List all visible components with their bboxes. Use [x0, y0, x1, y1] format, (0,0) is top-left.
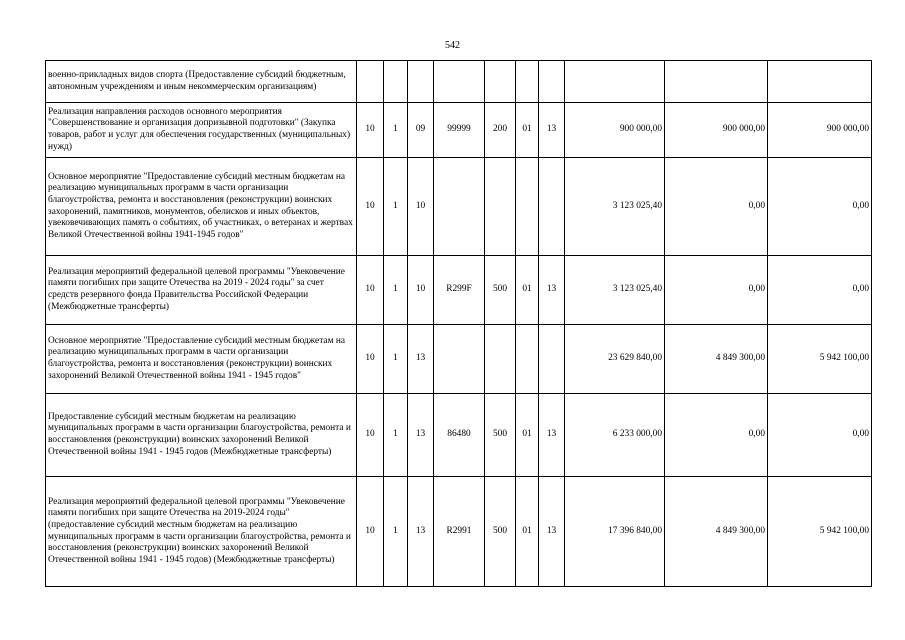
code-cell: R2991 [434, 477, 485, 587]
amount-cell: 6 233 000,00 [565, 394, 665, 477]
table-row [46, 61, 872, 103]
code-cell [485, 61, 516, 103]
row-description: Основное мероприятие "Предоставление субсидий местным бюджетам на реализацию муниципальных программ в части организации благоустройства, ремонта и восстановления (реконструкции) воинских захоронений, памятников, монументов, обелисков и иных объектов, увековечивающих память о событиях, об участниках, о ветеранах и жертвах Великой Отечественной войны 1941-1945 годов" [46, 158, 357, 256]
code-cell: 10 [357, 158, 384, 256]
table-row [46, 158, 872, 256]
code-cell: 1 [384, 158, 408, 256]
code-cell: 13 [539, 477, 565, 587]
table-row [46, 477, 872, 587]
amount-cell [768, 61, 872, 103]
amount-cell: 0,00 [768, 256, 872, 325]
amount-cell: 4 849 300,00 [665, 477, 768, 587]
code-cell: 10 [357, 394, 384, 477]
code-cell: 01 [516, 103, 539, 158]
amount-cell: 0,00 [665, 158, 768, 256]
code-cell [434, 61, 485, 103]
amount-cell: 0,00 [665, 394, 768, 477]
budget-table [45, 60, 872, 587]
code-cell: 13 [539, 256, 565, 325]
amount-cell: 900 000,00 [768, 103, 872, 158]
code-cell: 500 [485, 477, 516, 587]
code-cell: R299F [434, 256, 485, 325]
amount-cell: 0,00 [768, 394, 872, 477]
code-cell: 10 [357, 477, 384, 587]
code-cell: 10 [357, 256, 384, 325]
code-cell [516, 325, 539, 394]
code-cell: 13 [408, 394, 434, 477]
code-cell [357, 61, 384, 103]
amount-cell: 0,00 [768, 158, 872, 256]
code-cell [408, 61, 434, 103]
page-number: 542 [445, 40, 460, 51]
code-cell: 500 [485, 394, 516, 477]
code-cell: 1 [384, 477, 408, 587]
amount-cell: 4 849 300,00 [665, 325, 768, 394]
code-cell: 1 [384, 394, 408, 477]
amount-cell: 3 123 025,40 [565, 256, 665, 325]
code-cell: 200 [485, 103, 516, 158]
row-description: Реализация мероприятий федеральной целевой программы "Увековечение памяти погибших при защите Отечества на 2019-2024 годы" (предоставление субсидий местным бюджетам на реализацию муниципальных программ в части организации благоустройства, ремонта и восстановления (реконструкции) воинских захоронений Великой Отечественной войны 1941 - 1945 годов) (Межбюджетные трансферты) [46, 477, 357, 587]
table-row [46, 256, 872, 325]
row-description: военно-прикладных видов спорта (Предоставление субсидий бюджетным, автономным учреждениям и иным некоммерческим организациям) [46, 61, 357, 103]
table-body [46, 61, 872, 587]
code-cell [485, 158, 516, 256]
code-cell: 09 [408, 103, 434, 158]
amount-cell: 23 629 840,00 [565, 325, 665, 394]
amount-cell: 900 000,00 [665, 103, 768, 158]
code-cell [384, 61, 408, 103]
amount-cell: 0,00 [665, 256, 768, 325]
code-cell: 1 [384, 325, 408, 394]
amount-cell: 5 942 100,00 [768, 477, 872, 587]
row-description: Основное мероприятие "Предоставление субсидий местным бюджетам на реализацию муниципальных программ в части организации благоустройства, ремонта и восстановления (реконструкции) воинских захоронений Великой Отечественной войны 1941 - 1945 годов" [46, 325, 357, 394]
table-row [46, 394, 872, 477]
code-cell: 10 [408, 256, 434, 325]
code-cell: 1 [384, 103, 408, 158]
code-cell: 1 [384, 256, 408, 325]
code-cell: 10 [408, 158, 434, 256]
code-cell [434, 158, 485, 256]
code-cell [516, 61, 539, 103]
code-cell: 13 [539, 394, 565, 477]
code-cell [485, 325, 516, 394]
amount-cell: 17 396 840,00 [565, 477, 665, 587]
amount-cell: 5 942 100,00 [768, 325, 872, 394]
row-description: Предоставление субсидий местным бюджетам на реализацию муниципальных программ в части организации благоустройства, ремонта и восстановления (реконструкции) воинских захоронений Великой Отечественной войны 1941 - 1945 годов (Межбюджетные трансферты) [46, 394, 357, 477]
amount-cell: 3 123 025,40 [565, 158, 665, 256]
code-cell: 13 [408, 325, 434, 394]
code-cell [539, 158, 565, 256]
code-cell [539, 61, 565, 103]
code-cell: 13 [408, 477, 434, 587]
code-cell: 86480 [434, 394, 485, 477]
code-cell [434, 325, 485, 394]
code-cell: 99999 [434, 103, 485, 158]
row-description: Реализация мероприятий федеральной целевой программы "Увековечение памяти погибших при защите Отечества на 2019 - 2024 годы" за счет средств резервного фонда Правительства Российской Федерации (Межбюджетные трансферты) [46, 256, 357, 325]
code-cell: 01 [516, 256, 539, 325]
code-cell: 10 [357, 325, 384, 394]
code-cell [516, 158, 539, 256]
code-cell: 500 [485, 256, 516, 325]
code-cell: 01 [516, 394, 539, 477]
code-cell [539, 325, 565, 394]
code-cell: 01 [516, 477, 539, 587]
code-cell: 10 [357, 103, 384, 158]
table-row [46, 325, 872, 394]
amount-cell: 900 000,00 [565, 103, 665, 158]
amount-cell [565, 61, 665, 103]
amount-cell [665, 61, 768, 103]
table-row [46, 103, 872, 158]
code-cell: 13 [539, 103, 565, 158]
row-description: Реализация направления расходов основного мероприятия "Совершенствование и организация допризывной подготовки" (Закупка товаров, работ и услуг для обеспечения государственных (муниципальных) нужд) [46, 103, 357, 158]
